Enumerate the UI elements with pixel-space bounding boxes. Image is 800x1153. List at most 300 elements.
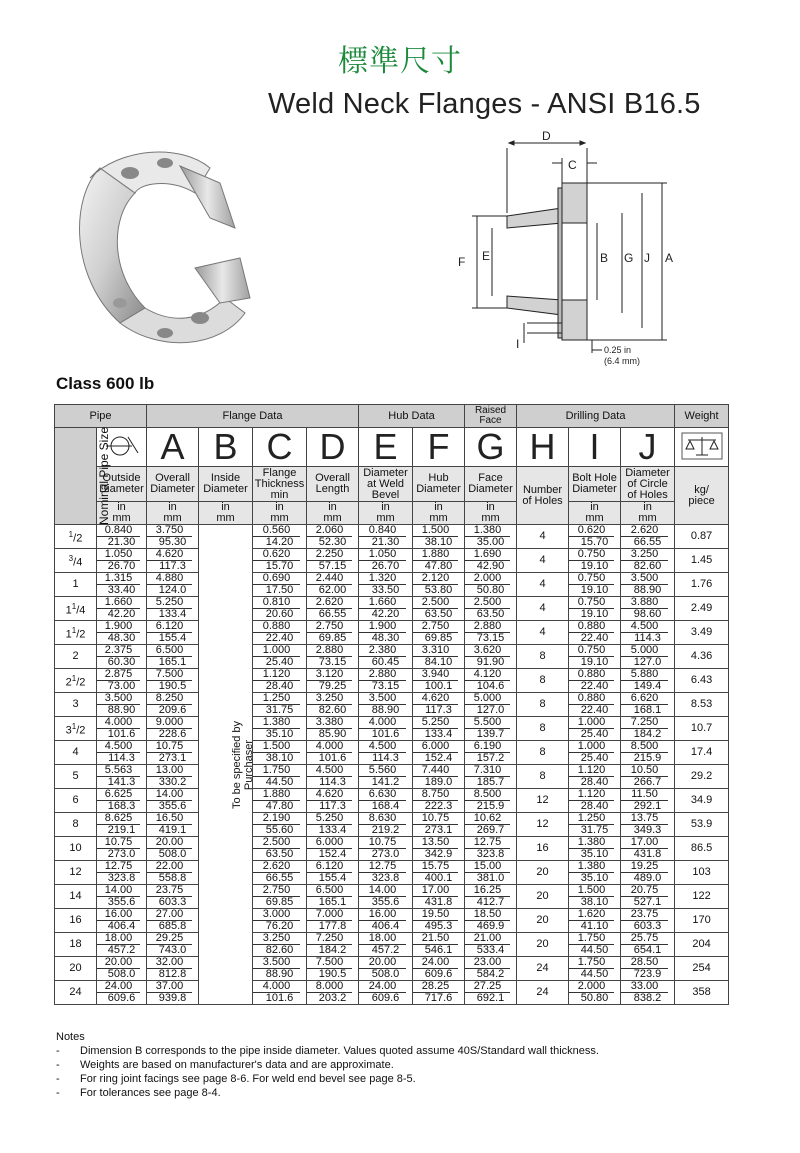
overall-length: 2.880 73.15 — [307, 645, 359, 669]
group-flange-data: Flange Data — [147, 405, 359, 428]
label-e: E — [482, 249, 491, 263]
flange-thickness: 1.000 25.40 — [253, 645, 307, 669]
desc-inside-diameter: Inside Diameter — [199, 467, 253, 502]
overall-diameter: 3.750 95.30 — [147, 525, 199, 549]
face-diameter: 18.50 469.9 — [465, 909, 517, 933]
number-of-holes: 8 — [517, 717, 569, 741]
overall-diameter: 10.75 273.1 — [147, 741, 199, 765]
face-diameter: 2.000 50.80 — [465, 573, 517, 597]
hub-diameter: 7.440 189.0 — [413, 765, 465, 789]
number-of-holes: 8 — [517, 741, 569, 765]
desc-overall-diameter: Overall Diameter — [147, 467, 199, 502]
flange-thickness: 3.250 82.60 — [253, 933, 307, 957]
note-item: - Weights are based on manufacturer's data and are approximate. — [56, 1059, 394, 1071]
raised-face-note: 0.25 in — [604, 345, 632, 355]
label-c: C — [568, 158, 577, 172]
flange-thickness: 0.620 15.70 — [253, 549, 307, 573]
table-row — [55, 573, 729, 597]
overall-diameter: 9.000 228.6 — [147, 717, 199, 741]
desc-number-of-holes: Number of Holes — [517, 467, 569, 525]
outside-diameter: 10.75 273.0 — [97, 837, 147, 861]
outside-diameter: 24.00 609.6 — [97, 981, 147, 1005]
flange-thickness: 2.620 66.55 — [253, 861, 307, 885]
nominal-size: 16 — [55, 909, 97, 933]
outside-diameter: 16.00 406.4 — [97, 909, 147, 933]
face-diameter: 1.690 42.90 — [465, 549, 517, 573]
bolt-circle-diameter: 19.25 489.0 — [621, 861, 675, 885]
nominal-size: 1 — [55, 573, 97, 597]
outside-diameter: 4.000 101.6 — [97, 717, 147, 741]
face-diameter: 4.120 104.6 — [465, 669, 517, 693]
unit-c: in mm — [253, 502, 307, 525]
bolt-circle-diameter: 6.620 168.1 — [621, 693, 675, 717]
overall-length: 4.620 117.3 — [307, 789, 359, 813]
flange-thickness: 2.190 55.60 — [253, 813, 307, 837]
overall-diameter: 16.50 419.1 — [147, 813, 199, 837]
outside-diameter: 5.563 141.3 — [97, 765, 147, 789]
weld-bevel-diameter: 18.00 457.2 — [359, 933, 413, 957]
bolt-hole-diameter: 1.120 28.40 — [569, 789, 621, 813]
nominal-size: 4 — [55, 741, 97, 765]
overall-diameter: 8.250 209.6 — [147, 693, 199, 717]
number-of-holes: 4 — [517, 525, 569, 549]
unit-a: in mm — [147, 502, 199, 525]
outside-diameter: 0.840 21.30 — [97, 525, 147, 549]
bolt-circle-diameter: 8.500 215.9 — [621, 741, 675, 765]
letter-h: H — [517, 428, 569, 467]
weight-value: 0.87 — [675, 525, 729, 549]
weight-value: 34.9 — [675, 789, 729, 813]
note-item: - For ring joint facings see page 8-6. For weld end bevel see page 8-5. — [56, 1073, 416, 1085]
face-diameter: 2.500 63.50 — [465, 597, 517, 621]
table-row — [55, 693, 729, 717]
overall-length: 7.000 177.8 — [307, 909, 359, 933]
nominal-size: 2 — [55, 645, 97, 669]
bolt-circle-diameter: 28.50 723.9 — [621, 957, 675, 981]
bolt-circle-diameter: 11.50 292.1 — [621, 789, 675, 813]
table-row — [55, 837, 729, 861]
desc-flange-thickness: Flange Thickness min — [253, 467, 307, 502]
outside-diameter: 6.625 168.3 — [97, 789, 147, 813]
flange-cross-section-diagram — [452, 128, 682, 373]
unit-d: in mm — [307, 502, 359, 525]
overall-length: 6.500 165.1 — [307, 885, 359, 909]
label-a: A — [665, 251, 674, 265]
nominal-size: 3 — [55, 693, 97, 717]
nominal-size: $^1$/2 — [55, 525, 97, 549]
overall-diameter: 14.00 355.6 — [147, 789, 199, 813]
bolt-hole-diameter: 1.620 41.10 — [569, 909, 621, 933]
letter-b: B — [199, 428, 253, 467]
flange-thickness: 1.880 47.80 — [253, 789, 307, 813]
letter-g: G — [465, 428, 517, 467]
bolt-hole-diameter: 0.880 22.40 — [569, 669, 621, 693]
hub-diameter: 1.880 47.80 — [413, 549, 465, 573]
overall-diameter: 4.620 117.3 — [147, 549, 199, 573]
bolt-hole-diameter: 0.880 22.40 — [569, 693, 621, 717]
number-of-holes: 20 — [517, 885, 569, 909]
bolt-hole-diameter: 1.500 38.10 — [569, 885, 621, 909]
weld-bevel-diameter: 1.660 42.20 — [359, 597, 413, 621]
unit-f: in mm — [413, 502, 465, 525]
bolt-circle-diameter: 3.250 82.60 — [621, 549, 675, 573]
flange-thickness: 0.880 22.40 — [253, 621, 307, 645]
label-d: D — [542, 129, 551, 143]
group-raised-face: Raised Face — [465, 405, 517, 428]
dimension-table — [54, 404, 729, 1005]
number-of-holes: 20 — [517, 861, 569, 885]
weld-bevel-diameter: 8.630 219.2 — [359, 813, 413, 837]
letter-d: D — [307, 428, 359, 467]
weld-bevel-diameter: 1.320 33.50 — [359, 573, 413, 597]
outside-diameter: 1.315 33.40 — [97, 573, 147, 597]
bolt-hole-diameter: 1.380 35.10 — [569, 837, 621, 861]
desc-overall-length: Overall Length — [307, 467, 359, 502]
outside-diameter: 4.500 114.3 — [97, 741, 147, 765]
bolt-circle-diameter: 5.000 127.0 — [621, 645, 675, 669]
nominal-size: $1^1/2$ — [55, 621, 97, 645]
overall-diameter: 4.880 124.0 — [147, 573, 199, 597]
hub-diameter: 4.620 117.3 — [413, 693, 465, 717]
desc-outside-diameter: Outside Diameter — [97, 467, 147, 502]
outside-diameter: 18.00 457.2 — [97, 933, 147, 957]
group-drilling-data: Drilling Data — [517, 405, 675, 428]
unit-od: in mm — [97, 502, 147, 525]
note-item: - Dimension B corresponds to the pipe inside diameter. Values quoted assume 40S/Standard wall thickness. — [56, 1045, 599, 1057]
weight-value: 4.36 — [675, 645, 729, 669]
overall-diameter: 6.500 165.1 — [147, 645, 199, 669]
desc-face-diameter: Face Diameter — [465, 467, 517, 502]
label-g: G — [624, 251, 634, 265]
bolt-hole-diameter: 1.000 25.40 — [569, 741, 621, 765]
table-row — [55, 933, 729, 957]
weight-value: 103 — [675, 861, 729, 885]
weld-bevel-diameter: 2.880 73.15 — [359, 669, 413, 693]
nominal-size: $3^1/2$ — [55, 717, 97, 741]
bolt-circle-diameter: 13.75 349.3 — [621, 813, 675, 837]
hub-diameter: 2.750 69.85 — [413, 621, 465, 645]
bolt-hole-diameter: 1.250 31.75 — [569, 813, 621, 837]
hub-diameter: 21.50 546.1 — [413, 933, 465, 957]
weld-bevel-diameter: 14.00 355.6 — [359, 885, 413, 909]
overall-diameter: 7.500 190.5 — [147, 669, 199, 693]
nominal-size: $1^1/4$ — [55, 597, 97, 621]
table-row — [55, 741, 729, 765]
bolt-hole-diameter: 1.120 28.40 — [569, 765, 621, 789]
table-row — [55, 909, 729, 933]
weight-value: 170 — [675, 909, 729, 933]
flange-thickness: 3.000 76.20 — [253, 909, 307, 933]
flange-thickness: 0.560 14.20 — [253, 525, 307, 549]
weight-value: 53.9 — [675, 813, 729, 837]
bolt-hole-diameter: 0.880 22.40 — [569, 621, 621, 645]
letter-c: C — [253, 428, 307, 467]
weld-bevel-diameter: 1.900 48.30 — [359, 621, 413, 645]
bolt-hole-diameter: 2.000 50.80 — [569, 981, 621, 1005]
table-row — [55, 669, 729, 693]
overall-length: 2.620 66.55 — [307, 597, 359, 621]
number-of-holes: 8 — [517, 645, 569, 669]
outside-diameter: 1.050 26.70 — [97, 549, 147, 573]
number-of-holes: 4 — [517, 621, 569, 645]
face-diameter: 6.190 157.2 — [465, 741, 517, 765]
overall-length: 3.250 82.60 — [307, 693, 359, 717]
face-diameter: 3.620 91.90 — [465, 645, 517, 669]
overall-length: 3.120 79.25 — [307, 669, 359, 693]
nominal-pipe-size-header: Nominal Pipe Size — [55, 428, 97, 525]
group-weight: Weight — [675, 405, 729, 428]
flange-thickness: 3.500 88.90 — [253, 957, 307, 981]
outside-diameter: 2.875 73.00 — [97, 669, 147, 693]
bolt-circle-diameter: 3.500 88.90 — [621, 573, 675, 597]
overall-length: 4.000 101.6 — [307, 741, 359, 765]
face-diameter: 23.00 584.2 — [465, 957, 517, 981]
bolt-circle-diameter: 2.620 66.55 — [621, 525, 675, 549]
overall-diameter: 20.00 508.0 — [147, 837, 199, 861]
overall-diameter: 23.75 603.3 — [147, 885, 199, 909]
letter-e: E — [359, 428, 413, 467]
desc-bolt-hole-diameter: Bolt Hole Diameter — [569, 467, 621, 502]
nominal-size: $^3$/4 — [55, 549, 97, 573]
nominal-size: $2^1/2$ — [55, 669, 97, 693]
weight-value: 6.43 — [675, 669, 729, 693]
overall-diameter: 37.00 939.8 — [147, 981, 199, 1005]
outside-diameter: 14.00 355.6 — [97, 885, 147, 909]
outside-diameter: 8.625 219.1 — [97, 813, 147, 837]
face-diameter: 21.00 533.4 — [465, 933, 517, 957]
hub-diameter: 24.00 609.6 — [413, 957, 465, 981]
chinese-title: 標準尺寸 — [338, 44, 462, 79]
group-hub-data: Hub Data — [359, 405, 465, 428]
weight-value: 2.49 — [675, 597, 729, 621]
overall-length: 4.500 114.3 — [307, 765, 359, 789]
hub-diameter: 1.500 38.10 — [413, 525, 465, 549]
face-diameter: 27.25 692.1 — [465, 981, 517, 1005]
weight-value: 17.4 — [675, 741, 729, 765]
bolt-circle-diameter: 17.00 431.8 — [621, 837, 675, 861]
flange-thickness: 1.500 38.10 — [253, 741, 307, 765]
weight-value: 122 — [675, 885, 729, 909]
bolt-circle-diameter: 5.880 149.4 — [621, 669, 675, 693]
overall-length: 6.120 155.4 — [307, 861, 359, 885]
hub-diameter: 15.75 400.1 — [413, 861, 465, 885]
bolt-hole-diameter: 0.750 19.10 — [569, 549, 621, 573]
overall-length: 3.380 85.90 — [307, 717, 359, 741]
weld-bevel-diameter: 4.000 101.6 — [359, 717, 413, 741]
table-row — [55, 549, 729, 573]
inside-diameter-note: To be specified by Purchaser — [199, 525, 253, 1005]
bolt-hole-diameter: 1.380 35.10 — [569, 861, 621, 885]
face-diameter: 8.500 215.9 — [465, 789, 517, 813]
bolt-circle-diameter: 7.250 184.2 — [621, 717, 675, 741]
number-of-holes: 20 — [517, 909, 569, 933]
weight-value: 1.45 — [675, 549, 729, 573]
letter-f: F — [413, 428, 465, 467]
outside-diameter: 12.75 323.8 — [97, 861, 147, 885]
overall-diameter: 29.25 743.0 — [147, 933, 199, 957]
scale-icon — [675, 428, 729, 467]
bolt-hole-diameter: 0.750 19.10 — [569, 645, 621, 669]
flange-thickness: 1.250 31.75 — [253, 693, 307, 717]
face-diameter: 7.310 185.7 — [465, 765, 517, 789]
overall-diameter: 6.120 155.4 — [147, 621, 199, 645]
nominal-size: 8 — [55, 813, 97, 837]
bolt-circle-diameter: 33.00 838.2 — [621, 981, 675, 1005]
outside-diameter: 1.900 48.30 — [97, 621, 147, 645]
outside-diameter: 1.660 42.20 — [97, 597, 147, 621]
bolt-circle-diameter: 25.75 654.1 — [621, 933, 675, 957]
outside-diameter: 2.375 60.30 — [97, 645, 147, 669]
face-diameter: 16.25 412.7 — [465, 885, 517, 909]
flange-thickness: 1.380 35.10 — [253, 717, 307, 741]
overall-length: 6.000 152.4 — [307, 837, 359, 861]
flange-thickness: 2.500 63.50 — [253, 837, 307, 861]
flange-thickness: 2.750 69.85 — [253, 885, 307, 909]
nominal-size: 14 — [55, 885, 97, 909]
weld-bevel-diameter: 1.050 26.70 — [359, 549, 413, 573]
desc-diameter-weld-bevel: Diameter at Weld Bevel — [359, 467, 413, 502]
weight-value: 86.5 — [675, 837, 729, 861]
overall-diameter: 5.250 133.4 — [147, 597, 199, 621]
number-of-holes: 8 — [517, 669, 569, 693]
weld-bevel-diameter: 24.00 609.6 — [359, 981, 413, 1005]
weld-bevel-diameter: 0.840 21.30 — [359, 525, 413, 549]
letter-i: I — [569, 428, 621, 467]
overall-length: 2.440 62.00 — [307, 573, 359, 597]
outside-diameter: 20.00 508.0 — [97, 957, 147, 981]
nominal-size: 12 — [55, 861, 97, 885]
bolt-circle-diameter: 3.880 98.60 — [621, 597, 675, 621]
weld-bevel-diameter: 2.380 60.45 — [359, 645, 413, 669]
face-diameter: 1.380 35.00 — [465, 525, 517, 549]
overall-diameter: 27.00 685.8 — [147, 909, 199, 933]
hub-diameter: 5.250 133.4 — [413, 717, 465, 741]
desc-hub-diameter: Hub Diameter — [413, 467, 465, 502]
overall-length: 7.500 190.5 — [307, 957, 359, 981]
unit-i: in mm — [569, 502, 621, 525]
nominal-size: 18 — [55, 933, 97, 957]
bolt-hole-diameter: 1.750 44.50 — [569, 957, 621, 981]
outside-diameter: 3.500 88.90 — [97, 693, 147, 717]
hub-diameter: 13.50 342.9 — [413, 837, 465, 861]
weld-bevel-diameter: 4.500 114.3 — [359, 741, 413, 765]
number-of-holes: 20 — [517, 933, 569, 957]
weight-value: 204 — [675, 933, 729, 957]
overall-diameter: 32.00 812.8 — [147, 957, 199, 981]
number-of-holes: 12 — [517, 813, 569, 837]
overall-diameter: 13.00 330.2 — [147, 765, 199, 789]
table-row — [55, 885, 729, 909]
unit-b: in mm — [199, 502, 253, 525]
weld-bevel-diameter: 10.75 273.0 — [359, 837, 413, 861]
bolt-circle-diameter: 10.50 266.7 — [621, 765, 675, 789]
weight-unit: kg/ piece — [675, 467, 729, 525]
hub-diameter: 10.75 273.1 — [413, 813, 465, 837]
nominal-size: 10 — [55, 837, 97, 861]
overall-length: 5.250 133.4 — [307, 813, 359, 837]
number-of-holes: 4 — [517, 573, 569, 597]
weld-bevel-diameter: 12.75 323.8 — [359, 861, 413, 885]
bolt-hole-diameter: 1.000 25.40 — [569, 717, 621, 741]
number-of-holes: 12 — [517, 789, 569, 813]
flange-thickness: 1.120 28.40 — [253, 669, 307, 693]
label-j: J — [644, 251, 650, 265]
face-diameter: 5.000 127.0 — [465, 693, 517, 717]
nominal-size: 20 — [55, 957, 97, 981]
bolt-hole-diameter: 1.750 44.50 — [569, 933, 621, 957]
flange-thickness: 0.690 17.50 — [253, 573, 307, 597]
table-row — [55, 525, 729, 549]
face-diameter: 10.62 269.7 — [465, 813, 517, 837]
raised-face-note-mm: (6.4 mm) — [604, 356, 640, 366]
bolt-hole-diameter: 0.750 19.10 — [569, 573, 621, 597]
weld-bevel-diameter: 5.560 141.2 — [359, 765, 413, 789]
hub-diameter: 3.940 100.1 — [413, 669, 465, 693]
bolt-hole-diameter: 0.750 19.10 — [569, 597, 621, 621]
nominal-size: 5 — [55, 765, 97, 789]
number-of-holes: 24 — [517, 957, 569, 981]
group-pipe: Pipe — [55, 405, 147, 428]
page-title: Weld Neck Flanges - ANSI B16.5 — [268, 88, 701, 120]
number-of-holes: 8 — [517, 693, 569, 717]
weight-value: 254 — [675, 957, 729, 981]
bolt-circle-diameter: 23.75 603.3 — [621, 909, 675, 933]
nominal-size: 24 — [55, 981, 97, 1005]
number-of-holes: 24 — [517, 981, 569, 1005]
table-row — [55, 621, 729, 645]
unit-j: in mm — [621, 502, 675, 525]
unit-e: in mm — [359, 502, 413, 525]
number-of-holes: 4 — [517, 549, 569, 573]
overall-length: 2.250 57.15 — [307, 549, 359, 573]
notes-section — [56, 1030, 599, 1100]
table-row — [55, 813, 729, 837]
table-row — [55, 645, 729, 669]
letter-a: A — [147, 428, 199, 467]
number-of-holes: 4 — [517, 597, 569, 621]
bolt-circle-diameter: 4.500 114.3 — [621, 621, 675, 645]
hub-diameter: 28.25 717.6 — [413, 981, 465, 1005]
flange-thickness: 4.000 101.6 — [253, 981, 307, 1005]
overall-length: 8.000 203.2 — [307, 981, 359, 1005]
number-of-holes: 8 — [517, 765, 569, 789]
face-diameter: 2.880 73.15 — [465, 621, 517, 645]
table-row — [55, 957, 729, 981]
weld-bevel-diameter: 16.00 406.4 — [359, 909, 413, 933]
overall-length: 7.250 184.2 — [307, 933, 359, 957]
table-row — [55, 789, 729, 813]
overall-diameter: 22.00 558.8 — [147, 861, 199, 885]
weight-value: 29.2 — [675, 765, 729, 789]
unit-g: in mm — [465, 502, 517, 525]
nominal-size: 6 — [55, 789, 97, 813]
weight-value: 10.7 — [675, 717, 729, 741]
bolt-circle-diameter: 20.75 527.1 — [621, 885, 675, 909]
table-row — [55, 861, 729, 885]
face-diameter: 12.75 323.8 — [465, 837, 517, 861]
flange-photo — [60, 138, 260, 358]
flange-thickness: 0.810 20.60 — [253, 597, 307, 621]
weight-value: 358 — [675, 981, 729, 1005]
flange-thickness: 1.750 44.50 — [253, 765, 307, 789]
weld-bevel-diameter: 6.630 168.4 — [359, 789, 413, 813]
table-row — [55, 717, 729, 741]
hub-diameter: 6.000 152.4 — [413, 741, 465, 765]
face-diameter: 5.500 139.7 — [465, 717, 517, 741]
table-row — [55, 765, 729, 789]
label-i: I — [516, 337, 520, 351]
note-item: - For tolerances see page 8-4. — [56, 1087, 221, 1099]
